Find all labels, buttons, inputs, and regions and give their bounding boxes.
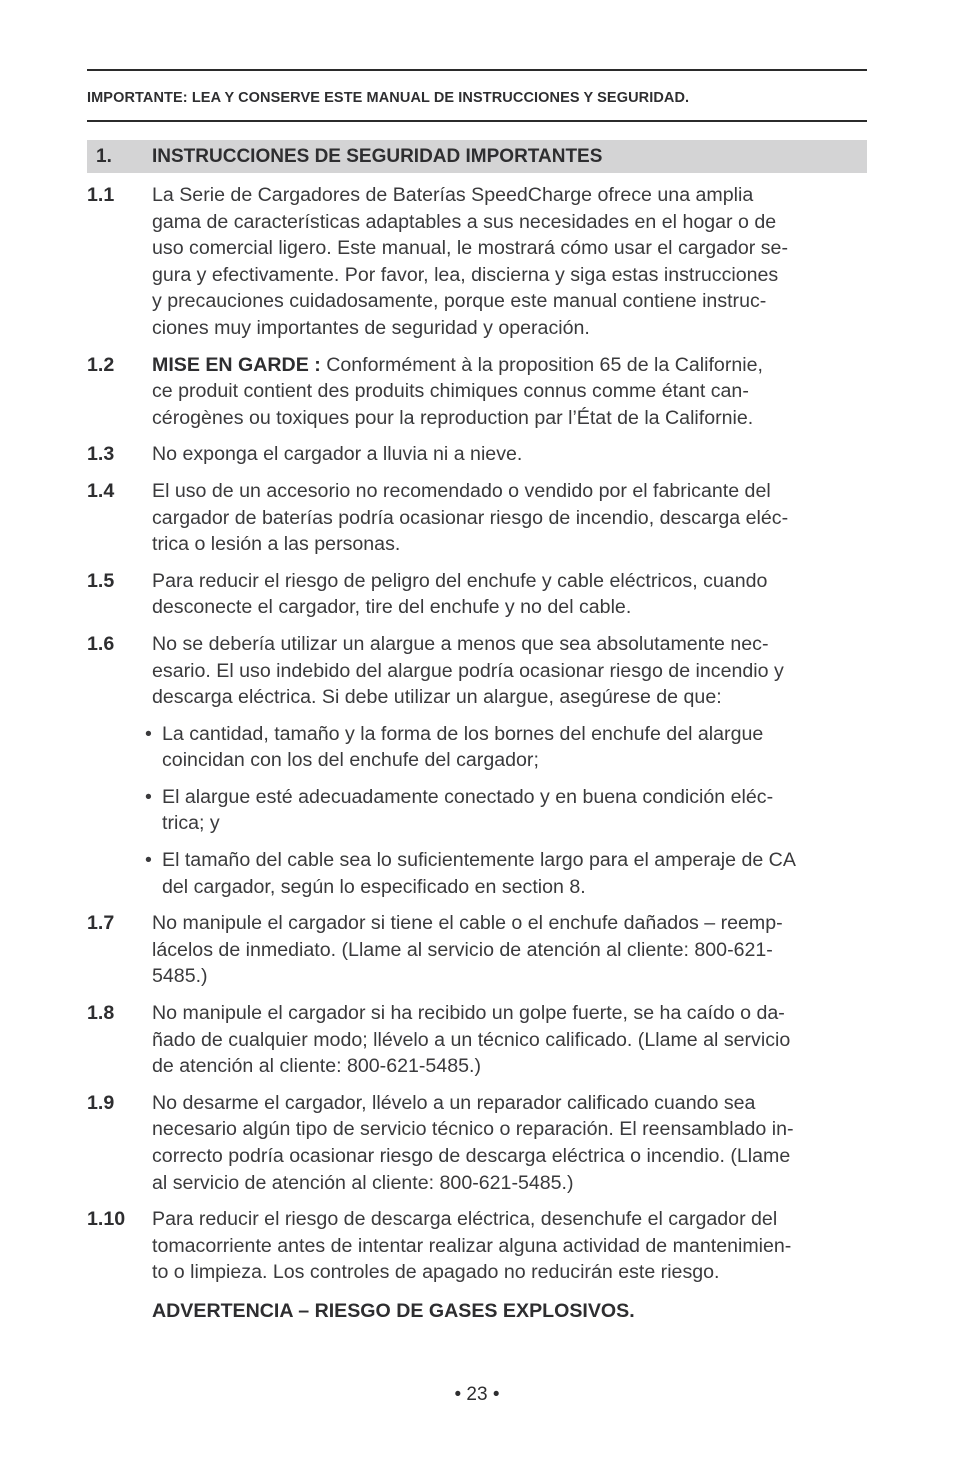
header-notice: IMPORTANTE: LEA Y CONSERVE ESTE MANUAL DE INSTRUCCIONES Y SEGURIDAD. — [87, 90, 690, 106]
instruction-item — [87, 1206, 867, 1286]
section-title: INSTRUCCIONES DE SEGURIDAD IMPORTANTES — [152, 145, 603, 167]
instruction-item — [87, 352, 867, 432]
section-number: 1. — [96, 145, 112, 167]
item-text: Para reducir el riesgo de peligro del enchufe y cable eléctricos, cuando desconecte el cargador, tire del enchufe y no del cable. — [152, 569, 768, 619]
bullet-item — [145, 784, 867, 837]
bullet-item — [145, 847, 867, 900]
item-body: Conformément à la proposition 65 de la Californie, ce produit contient des produits chimiques connus comme étant can- cérogènes ou toxiques pour la reproduction par l’État de la Californie. — [152, 353, 763, 429]
page-number: • 23 • — [454, 1384, 500, 1405]
bullet-icon: • — [145, 849, 152, 872]
bullet-text: El alargue esté adecuadamente conectado y en buena condición eléc- trica; y — [162, 785, 774, 835]
item-text: No manipule el cargador si ha recibido un golpe fuerte, se ha caído o da- ñado de cualquier modo; llévelo a un técnico calificado. (Llame al servicio de atención al cliente: 800-621-5485.) — [152, 1002, 791, 1078]
explosive-gas-warning: ADVERTENCIA – RIESGO DE GASES EXPLOSIVOS. — [152, 1299, 635, 1322]
instruction-item — [87, 478, 867, 558]
instruction-list — [87, 182, 867, 1286]
item-text: El uso de un accesorio no recomendado o vendido por el fabricante del cargador de baterías podría ocasionar riesgo de incendio, descarga eléc- trica o lesión a las personas. — [152, 479, 789, 556]
instruction-item — [87, 910, 867, 990]
bullet-icon: • — [145, 722, 152, 745]
section-heading — [87, 140, 867, 173]
document-page — [87, 69, 867, 1325]
item-text — [152, 352, 867, 432]
item-number: 1.5 — [87, 569, 115, 592]
item-number: 1.4 — [87, 479, 115, 502]
item-text: No se debería utilizar un alargue a menos que sea absolutamente nec- esario. El uso indebido del alargue podría ocasionar riesgo de incendio y descarga eléctrica. Si debe utilizar un alargue, asegúrese de que: — [152, 632, 784, 709]
item-number: 1.7 — [87, 912, 115, 935]
item-text: Para reducir el riesgo de descarga eléctrica, desenchufe el cargador del tomacorriente antes de intentar realizar alguna actividad de mantenimien- to o limpieza. Los controles de apagado no reducirán este riesgo. — [152, 1208, 792, 1284]
bullet-icon: • — [145, 785, 152, 808]
item-number: 1.3 — [87, 443, 115, 466]
item-text: La Serie de Cargadores de Baterías SpeedCharge ofrece una amplia gama de características adaptables a sus necesidades en el hogar o de uso comercial ligero. Este manual, le mostrará cómo usar el cargador se- gura y efectivamente. Por favor, lea, discierna y siga estas instrucciones y precauciones cuidadosamente, porque este manual contiene instruc- ciones muy importantes de seguridad y operación. — [152, 184, 788, 339]
item-text: No desarme el cargador, llévelo a un reparador calificado cuando sea necesario algún tipo de servicio técnico o reparación. El reensamblado in- correcto podría ocasionar riesgo de descarga eléctrica o incendio. (Llame al servicio de atención al cliente: 800-621-5485.) — [152, 1091, 794, 1194]
bullet-text: La cantidad, tamaño y la forma de los bornes del enchufe del alargue coincidan con los del enchufe del cargador; — [162, 722, 764, 772]
instruction-item — [87, 441, 867, 468]
instruction-item — [87, 1000, 867, 1080]
item-number: 1.2 — [87, 353, 115, 376]
instruction-item — [87, 182, 867, 342]
instruction-item — [87, 1090, 867, 1196]
item-number: 1.6 — [87, 632, 115, 655]
instruction-item — [87, 568, 867, 621]
item-number: 1.8 — [87, 1002, 115, 1025]
item-number: 1.1 — [87, 184, 115, 206]
instruction-item — [87, 631, 867, 711]
bullet-item — [145, 721, 867, 774]
item-text: No exponga el cargador a lluvia ni a nieve. — [152, 443, 523, 466]
header-bottom-rule — [87, 120, 867, 122]
item-number: 1.10 — [87, 1208, 126, 1231]
item-lead: MISE EN GARDE : — [152, 353, 321, 376]
item-text: No manipule el cargador si tiene el cable o el enchufe dañados – reemp- lácelos de inmediato. (Llame al servicio de atención al cliente: 800-621- 5485.) — [152, 912, 783, 988]
item-number: 1.9 — [87, 1091, 115, 1114]
bullet-text: El tamaño del cable sea lo suficientemente largo para el amperaje de CA del cargador, según lo especificado en section 8. — [162, 849, 796, 898]
